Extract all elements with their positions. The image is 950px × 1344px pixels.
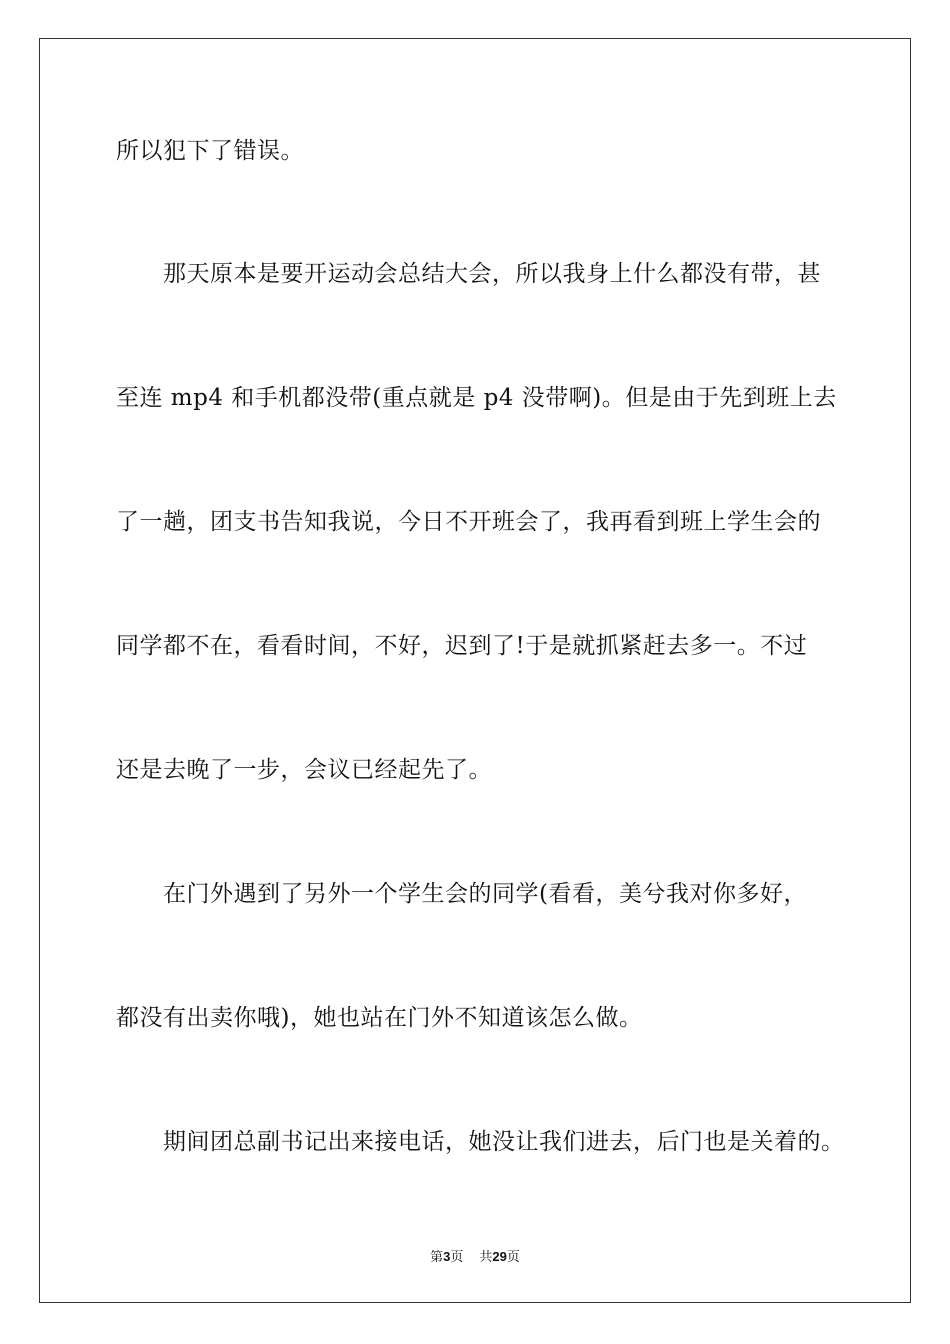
footer-total-prefix: 共 bbox=[479, 1250, 493, 1265]
paragraph-line-7: 在门外遇到了另外一个学生会的同学(看看，美兮我对你多好， bbox=[116, 881, 807, 907]
paragraph-line-8: 都没有出卖你哦)，她也站在门外不知道该怎么做。 bbox=[116, 1005, 643, 1031]
footer-page-suffix: 页 bbox=[450, 1250, 464, 1265]
paragraph-line-4: 了一趟，团支书告知我说，今日不开班会了，我再看到班上学生会的 bbox=[116, 509, 821, 535]
footer-page-number: 3 bbox=[443, 1249, 451, 1264]
paragraph-line-9: 期间团总副书记出来接电话，她没让我们进去，后门也是关着的。 bbox=[116, 1129, 845, 1155]
paragraph-line-6: 还是去晚了一步，会议已经起先了。 bbox=[116, 757, 492, 783]
footer-page-prefix: 第 bbox=[430, 1250, 444, 1265]
page-border bbox=[39, 38, 911, 1303]
paragraph-line-2: 那天原本是要开运动会总结大会，所以我身上什么都没有带，甚 bbox=[116, 261, 821, 287]
paragraph-line-1: 所以犯下了错误。 bbox=[116, 138, 304, 164]
paragraph-line-3: 至连 mp4 和手机都没带(重点就是 p4 没带啊)。但是由于先到班上去 bbox=[116, 385, 837, 411]
page-footer bbox=[0, 1246, 950, 1265]
footer-total-suffix: 页 bbox=[506, 1250, 520, 1265]
footer-total-pages: 29 bbox=[492, 1249, 507, 1264]
paragraph-line-5: 同学都不在，看看时间，不好，迟到了!于是就抓紧赶去多一。不过 bbox=[116, 633, 808, 659]
